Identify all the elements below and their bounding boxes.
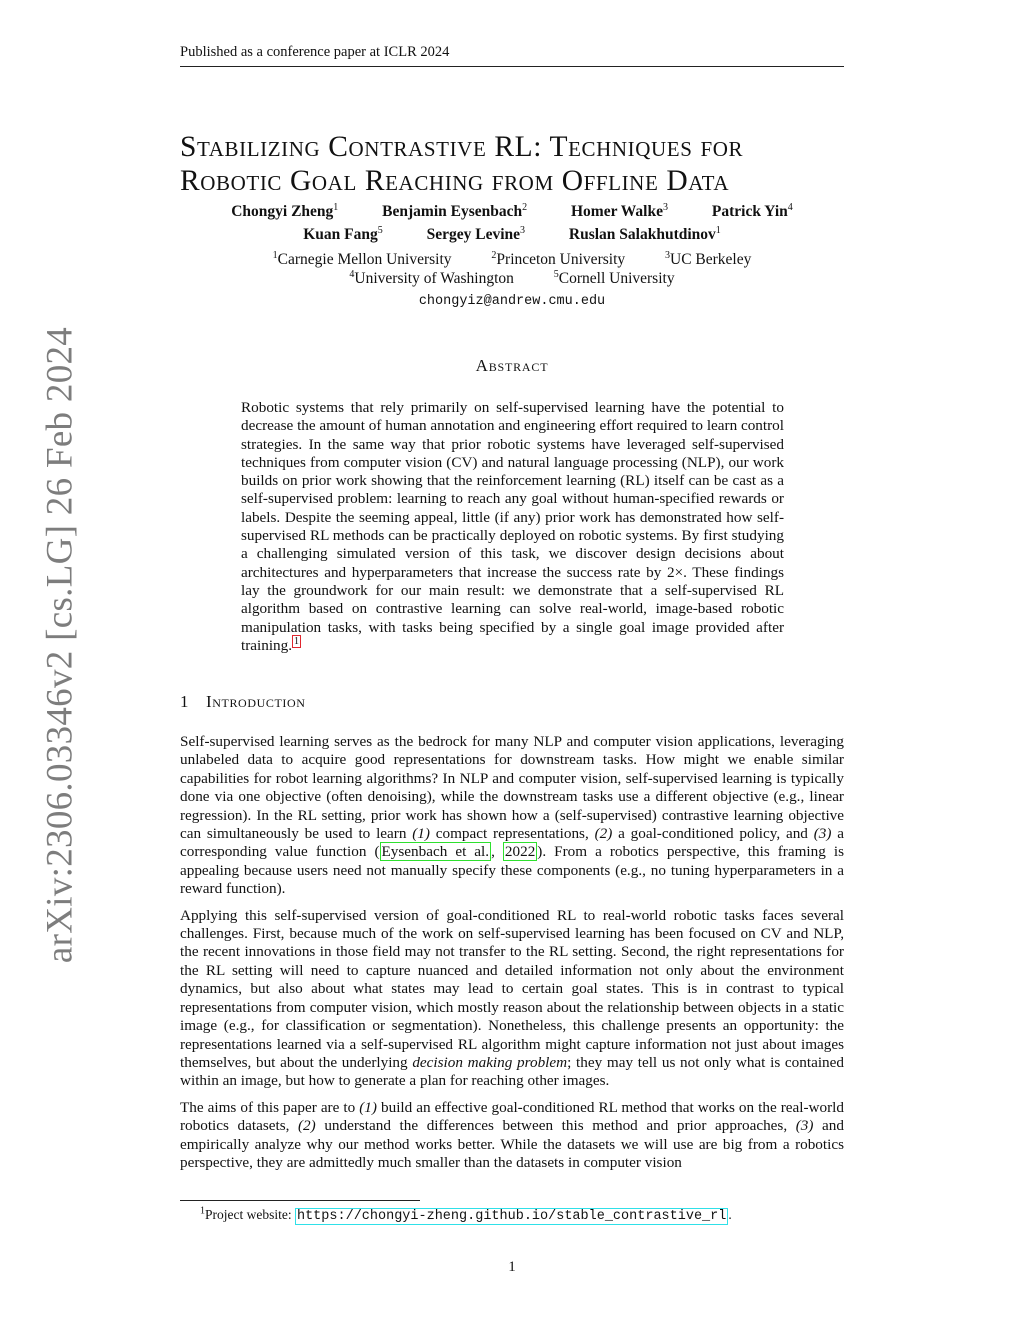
footnote: $^1$Project website: https://chongyi-zheng.github.io/stable_contrastive_rl . [200,1205,732,1224]
author: Kuan Fang$^5$ [303,224,383,243]
affiliation-row-2 [180,269,844,288]
section-title: Introduction [206,692,306,711]
author: Patrick Yin$^4$ [711,201,793,220]
paragraph: Self-supervised learning serves as the bedrock for many NLP and computer vision applications, leveraging unlabeled data to acquire good representations for downstream tasks. How might we enable similar capabilities for robot learning algorithms? In NLP and computer vision, self-supervised learning is typically done via one objective (often denoising), while the downstream tasks use a different objective (e.g., linear regression). In the RL setting, prior work has shown how a (self-supervised) contrastive learning objective can simultaneously be used to learn (1) compact representations, (2) a goal-conditioned policy, and (3) a corresponding value function ( Eysenbach et al. , 2022 ). From a robotics perspective, this framing is appealing because users need not manually specify these components (e.g., no tuning hyperparameters in a reward function). [180,733,844,898]
affiliation: $^5$Cornell University [553,268,675,287]
section-number: 1 [180,692,190,711]
author: Homer Walke$^3$ [571,201,668,220]
abstract-heading: Abstract [475,356,549,375]
affiliation: $^2$Princeton University [491,249,626,268]
paper-title [180,130,844,198]
paragraph: Applying this self-supervised version of goal-conditioned RL to real-world robotic tasks faces several challenges. First, because much of the work on self-supervised learning has been focused on CV and NLP, the recent innovations in those field may not transfer to the RL setting. Second, the right representations for the RL setting will need to capture nuanced and detailed information not only about the environment dynamics, but also about what states may lead to certain goal states. This is in contrast to typical representations from computer vision, which mostly reason about the relationship between objects in a static image (e.g., for classification or segmentation). Nonetheless, this challenge presents an opportunity: the representations learned via a self-supervised RL algorithm might capture information not just about images themselves, but about the underlying decision making problem; they may tell us not only what is contained within an image, but how to generate a plan for reaching other images. [180,906,844,1090]
footnote-link[interactable]: 1 [294,635,300,647]
introduction-body [180,733,844,1180]
title-line-2: Robotic Goal Reaching from Offline Data [180,165,730,197]
paragraph: The aims of this paper are to (1) build an effective goal-conditioned RL method that works on the real-world robotics datasets, (2) understand the differences between this method and prior approaches, (3) and empirically analyze why our method works better. While the datasets we will use are big from a robotics perspective, they are admittedly much smaller than the datasets in computer vision [180,1098,844,1171]
title-line-1: Stabilizing Contrastive RL: Techniques for [180,131,744,163]
author: Ruslan Salakhutdinov$^1$ [568,224,721,243]
author-row-2 [180,223,844,246]
affiliation: $^1$Carnegie Mellon University [272,249,452,268]
abstract-body [241,399,784,655]
affiliations [180,250,844,288]
arxiv-identifier-watermark: arXiv:2306.03346v2 [cs.LG] 26 Feb 2024 [39,326,81,964]
page-number: 1 [508,1259,516,1275]
running-header: Published as a conference paper at ICLR 2024 [180,44,844,67]
footnote-rule [180,1200,420,1201]
contact-email: chongyiz@andrew.cmu.edu [418,294,606,309]
affiliation-row-1 [180,250,844,269]
affiliation: $^4$University of Washington [349,268,514,287]
abstract-text: Robotic systems that rely primarily on self-supervised learning have the potential to decrease the amount of human annotation and engineering effort required to learn control strategies. In the same way that prior robotic systems have leveraged self-supervised techniques from computer vision (CV) and natural language processing (NLP), our work builds on prior work showing that the reinforcement learning (RL) itself can be cast as a self-supervised problem: learning to reach any goal without human-specified rewards or labels. Despite the seeming appeal, little (if any) prior work has demonstrated how self-supervised RL methods can be practically deployed on robotic systems. By first studying a challenging simulated version of this task, we discover design decisions about architectures and hyperparameters that increase the success rate by 2×. These findings lay the groundwork for our main result: we demonstrate that a self-supervised RL algorithm based on contrastive learning can solve real-world, image-based robotic manipulation tasks, with tasks being specified by a single goal image provided after training. [241,399,784,654]
author: Sergey Levine$^3$ [426,224,526,243]
author-row-1 [180,200,844,223]
author: Chongyi Zheng$^1$ [231,201,339,220]
citation-link[interactable]: Eysenbach et al. [381,843,490,861]
author-list [180,200,844,246]
author: Benjamin Eysenbach$^2$ [382,201,528,220]
citation-year-link[interactable]: 2022 [504,843,536,861]
section-heading-introduction [180,692,306,712]
project-website-link[interactable]: https://chongyi-zheng.github.io/stable_contrastive_rl [296,1209,727,1224]
affiliation: $^3$UC Berkeley [665,249,752,268]
